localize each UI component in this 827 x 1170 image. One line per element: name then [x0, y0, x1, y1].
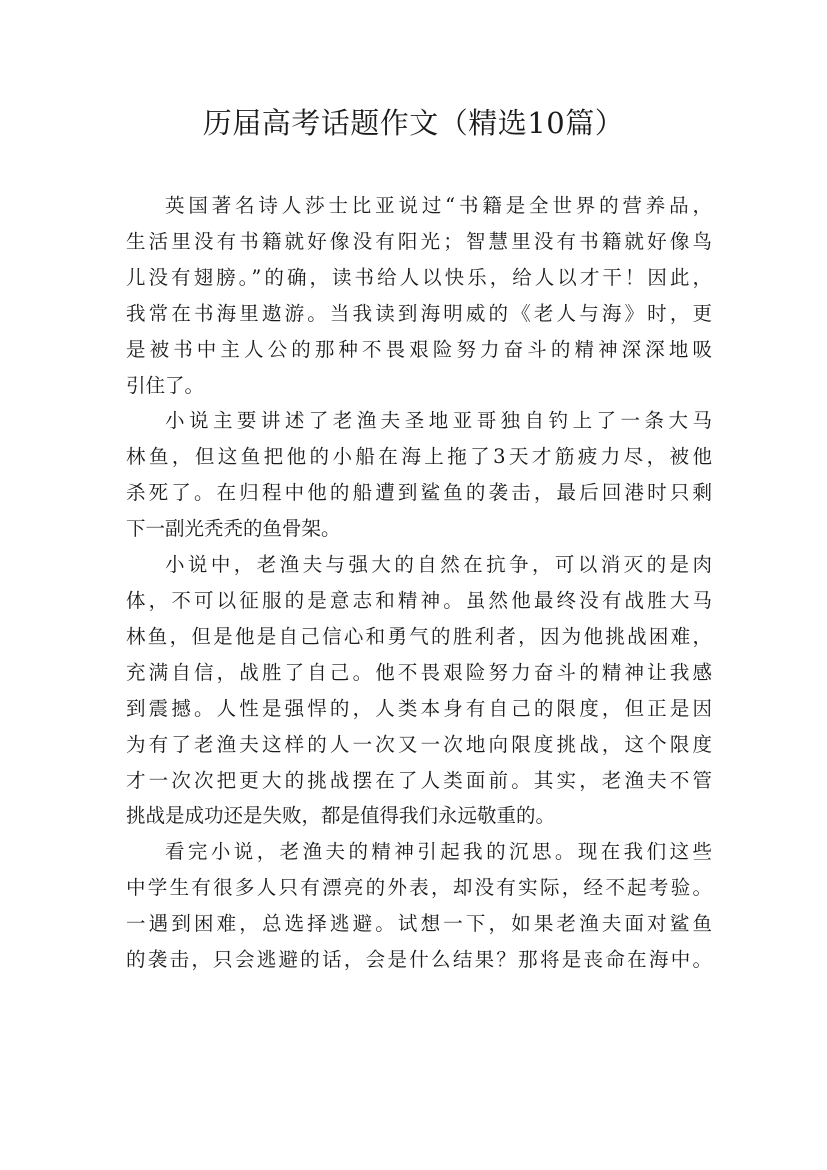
document-title: 历届高考话题作文（精选10篇） — [202, 106, 625, 140]
text-line: 挑战是成功还是失败，都是值得我们永远敬重的。 — [126, 804, 556, 828]
paragraph-4 — [126, 834, 712, 978]
text-line: 体，不可以征服的是意志和精神。虽然他最终没有战胜大马 — [126, 588, 712, 612]
text-line: 一遇到困难，总选择逃避。试想一下，如果老渔夫面对鲨鱼 — [126, 912, 712, 936]
text-line: 中学生有很多人只有漂亮的外表，却没有实际，经不起考验。 — [126, 876, 712, 900]
text-line: 小说中，老渔夫与强大的自然在抗争，可以消灭的是肉 — [165, 553, 712, 577]
text-line: 林鱼，但是他是自己信心和勇气的胜利者，因为他挑战困难， — [126, 624, 712, 648]
text-line: 儿没有翅膀。”的确，读书给人以快乐，给人以才干！因此， — [126, 265, 712, 289]
text-line: 生活里没有书籍就好像没有阳光；智慧里没有书籍就好像鸟 — [126, 229, 712, 253]
text-line: 下一副光秃秃的鱼骨架。 — [126, 517, 341, 541]
text-line: 才一次次把更大的挑战摆在了人类面前。其实，老渔夫不管 — [126, 768, 712, 792]
text-line: 是被书中主人公的那种不畏艰险努力奋斗的精神深深地吸 — [126, 337, 712, 361]
text-line: 为有了老渔夫这样的人一次又一次地向限度挑战，这个限度 — [126, 732, 712, 756]
paragraph-2 — [126, 403, 712, 547]
text-line: 我常在书海里遨游。当我读到海明威的《老人与海》时，更 — [126, 301, 712, 325]
text-line: 林鱼，但这鱼把他的小船在海上拖了3天才筋疲力尽，被他 — [126, 445, 712, 469]
text-line: 引住了。 — [126, 373, 205, 397]
text-line: 看完小说，老渔夫的精神引起我的沉思。现在我们这些 — [165, 840, 712, 864]
document-body — [126, 188, 712, 978]
text-line: 英国著名诗人莎士比亚说过“书籍是全世界的营养品， — [165, 194, 712, 217]
text-line: 杀死了。在归程中他的船遭到鲨鱼的袭击，最后回港时只剩 — [126, 481, 712, 505]
text-line: 的袭击，只会逃避的话，会是什么结果？那将是丧命在海中。 — [126, 948, 712, 972]
paragraph-1 — [126, 188, 712, 403]
text-line: 充满自信，战胜了自己。他不畏艰险努力奋斗的精神让我感 — [126, 660, 712, 684]
paragraph-3 — [126, 547, 712, 834]
text-line: 到震撼。人性是强悍的，人类本身有自己的限度，但正是因 — [126, 696, 712, 720]
text-line: 小说主要讲述了老渔夫圣地亚哥独自钓上了一条大马 — [165, 409, 712, 433]
